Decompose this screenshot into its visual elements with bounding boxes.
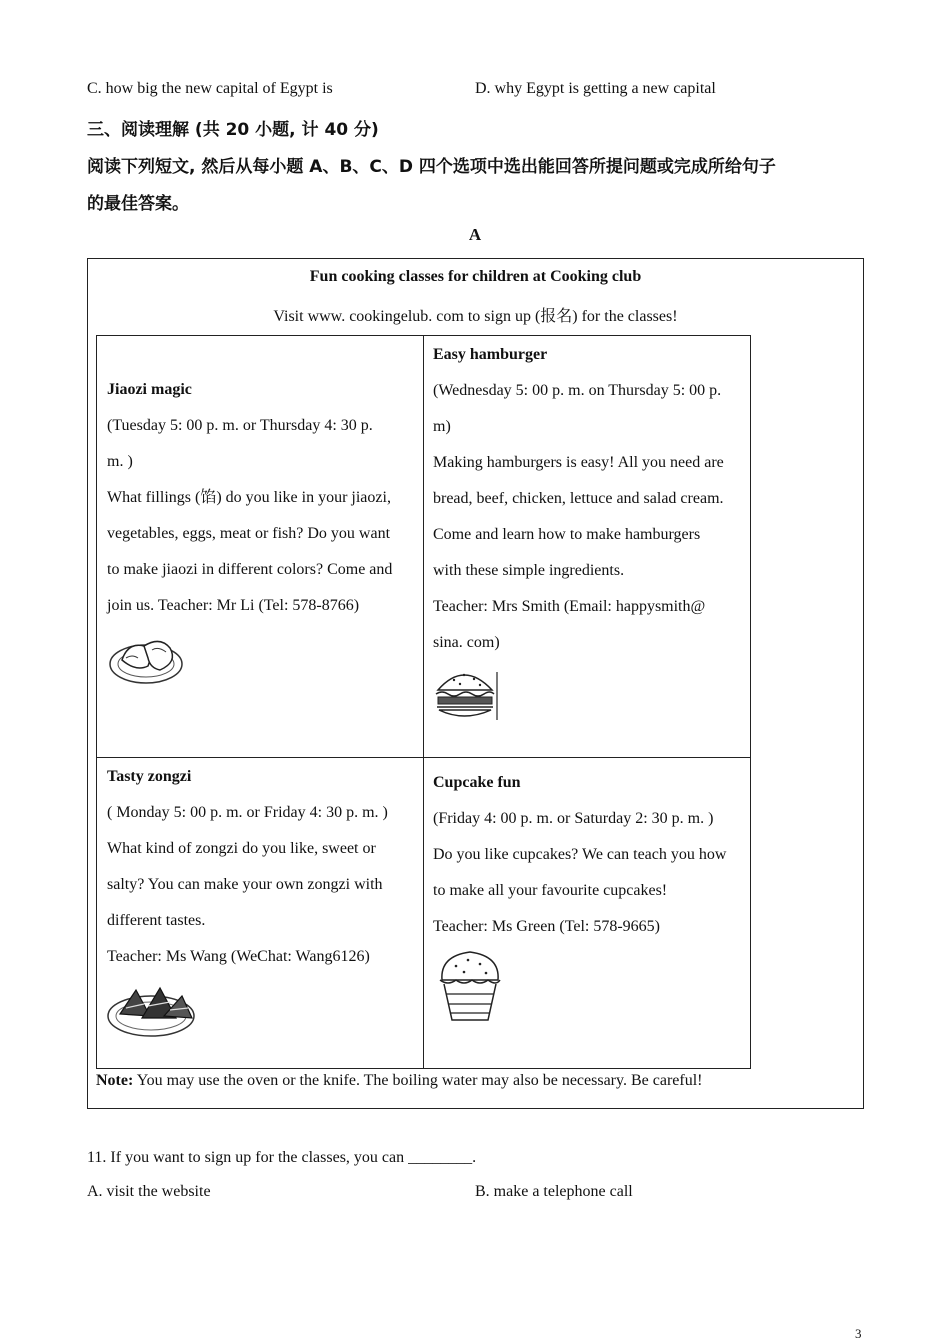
class-desc-hamburger-2: bread, beef, chicken, lettuce and salad cream. [433, 490, 724, 507]
class-time-cupcake: (Friday 4: 00 p. m. or Saturday 2: 30 p. m. ) [433, 810, 714, 827]
notice-title: Fun cooking classes for children at Cooking club [309, 268, 642, 285]
class-desc-zongzi-2: salty? You can make your own zongzi with [107, 876, 383, 893]
option-c: C. how big the new capital of Egypt is [87, 80, 333, 97]
class-cell-hamburger [433, 337, 745, 661]
class-desc-jiaozi-2: vegetables, eggs, meat or fish? Do you want [107, 525, 391, 542]
class-cell-jiaozi [107, 372, 417, 624]
class-time-hamburger-1: (Wednesday 5: 00 p. m. on Thursday 5: 00 p. [433, 382, 722, 399]
question-option-a: A. visit the website [87, 1183, 211, 1200]
class-time-jiaozi-2: m. ) [107, 453, 133, 470]
page-number: 3 [855, 1326, 862, 1341]
class-desc-zongzi-3: different tastes. [107, 912, 206, 929]
instruction-line-1: 阅读下列短文, 然后从每小题 A、B、C、D 四个选项中选出能回答所提问题或完成所给句子 [87, 157, 776, 177]
class-cell-cupcake [433, 765, 745, 945]
table-divider-horizontal [96, 757, 751, 758]
class-desc-hamburger-1: Making hamburgers is easy! All you need are [433, 454, 724, 471]
class-cell-zongzi [107, 759, 419, 975]
class-name-zongzi: Tasty zongzi [107, 768, 192, 785]
class-desc-jiaozi-4: join us. Teacher: Mr Li (Tel: 578-8766) [107, 597, 360, 614]
class-time-zongzi: ( Monday 5: 00 p. m. or Friday 4: 30 p. m. ) [107, 804, 388, 821]
class-desc-hamburger-4: with these simple ingredients. [433, 562, 625, 579]
section-title: 三、阅读理解 (共 20 小题, 计 40 分) [87, 120, 379, 140]
passage-label: A [468, 225, 482, 244]
class-desc-jiaozi-1: What fillings (馅) do you like in your jiaozi, [107, 489, 391, 506]
question-stem: 11. If you want to sign up for the classes, you can ________. [87, 1149, 477, 1166]
class-desc-cupcake-1: Do you like cupcakes? We can teach you how [433, 846, 727, 863]
class-desc-zongzi-4: Teacher: Ms Wang (WeChat: Wang6126) [107, 948, 370, 965]
note-text: You may use the oven or the knife. The boiling water may also be necessary. Be careful! [133, 1072, 703, 1089]
class-name-jiaozi: Jiaozi magic [107, 381, 192, 398]
option-d: D. why Egypt is getting a new capital [475, 80, 716, 97]
instruction-line-2: 的最佳答案。 [87, 194, 189, 214]
note-label: Note: [96, 1072, 134, 1089]
class-name-hamburger: Easy hamburger [433, 346, 548, 363]
cupcake-icon [436, 946, 506, 1024]
notice-subtitle: Visit www. cookingelub. com to sign up (报名) for the classes! [273, 308, 678, 325]
zongzi-plate-icon [106, 982, 198, 1040]
question-option-b: B. make a telephone call [475, 1183, 633, 1200]
dumpling-plate-icon [108, 628, 188, 686]
class-time-jiaozi-1: (Tuesday 5: 00 p. m. or Thursday 4: 30 p. [107, 417, 373, 434]
notice-note [96, 1072, 702, 1090]
class-desc-hamburger-3: Come and learn how to make hamburgers [433, 526, 701, 543]
class-desc-zongzi-1: What kind of zongzi do you like, sweet or [107, 840, 376, 857]
class-desc-jiaozi-3: to make jiaozi in different colors? Come and [107, 561, 393, 578]
class-time-hamburger-2: m) [433, 418, 451, 435]
class-name-cupcake: Cupcake fun [433, 774, 521, 791]
class-desc-cupcake-3: Teacher: Ms Green (Tel: 578-9665) [433, 918, 661, 935]
table-divider-vertical [423, 335, 424, 1069]
hamburger-icon [434, 664, 500, 724]
class-desc-hamburger-5: Teacher: Mrs Smith (Email: happysmith@ [433, 598, 706, 615]
class-desc-cupcake-2: to make all your favourite cupcakes! [433, 882, 668, 899]
class-desc-hamburger-6: sina. com) [433, 634, 500, 651]
